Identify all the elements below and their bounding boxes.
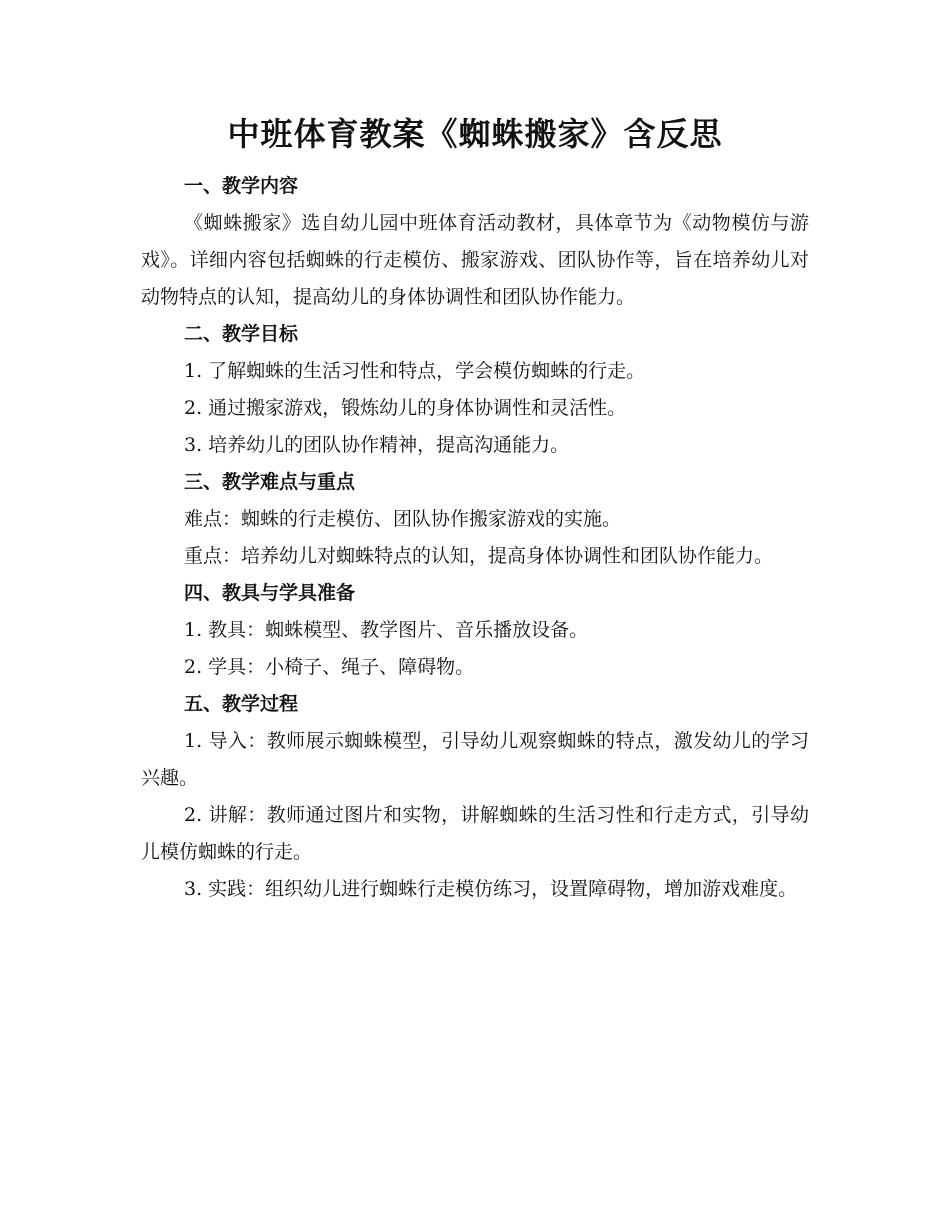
goal-item: 3. 培养幼儿的团队协作精神，提高沟通能力。 [184, 434, 570, 456]
material-item: 1. 教具：蜘蛛模型、教学图片、音乐播放设备。 [184, 619, 589, 641]
difficulty-paragraph: 难点：蜘蛛的行走模仿、团队协作搬家游戏的实施。 [184, 508, 622, 530]
goal-item: 1. 了解蜘蛛的生活习性和特点，学会模仿蜘蛛的行走。 [184, 360, 646, 382]
content-paragraph: 《蜘蛛搬家》选自幼儿园中班体育活动教材，具体章节为《动物模仿与游戏》。详细内容包括蜘蛛的行走模仿、搬家游戏、团队协作等，旨在培养幼儿对动物特点的认知，提高幼儿的身体协调性和团队协作能力。 [141, 212, 809, 308]
document-body [141, 168, 809, 908]
page-title: 中班体育教案《蜘蛛搬家》含反思 [227, 115, 723, 153]
goal-item: 2. 通过搬家游戏，锻炼幼儿的身体协调性和灵活性。 [184, 397, 627, 419]
section-heading-materials: 四、教具与学具准备 [184, 582, 356, 604]
section-heading-difficulty: 三、教学难点与重点 [184, 471, 356, 493]
material-item: 2. 学具：小椅子、绳子、障碍物。 [184, 656, 475, 678]
key-point-paragraph: 重点：培养幼儿对蜘蛛特点的认知，提高身体协调性和团队协作能力。 [184, 545, 774, 567]
section-heading-goals: 二、教学目标 [184, 323, 299, 345]
process-step: 2. 讲解：教师通过图片和实物，讲解蜘蛛的生活习性和行走方式，引导幼儿模仿蜘蛛的行走。 [141, 804, 809, 863]
process-step: 3. 实践：组织幼儿进行蜘蛛行走模仿练习，设置障碍物，增加游戏难度。 [184, 878, 798, 900]
process-step: 1. 导入：教师展示蜘蛛模型，引导幼儿观察蜘蛛的特点，激发幼儿的学习兴趣。 [141, 730, 809, 789]
section-heading-content: 一、教学内容 [184, 175, 299, 197]
section-heading-process: 五、教学过程 [184, 693, 299, 715]
